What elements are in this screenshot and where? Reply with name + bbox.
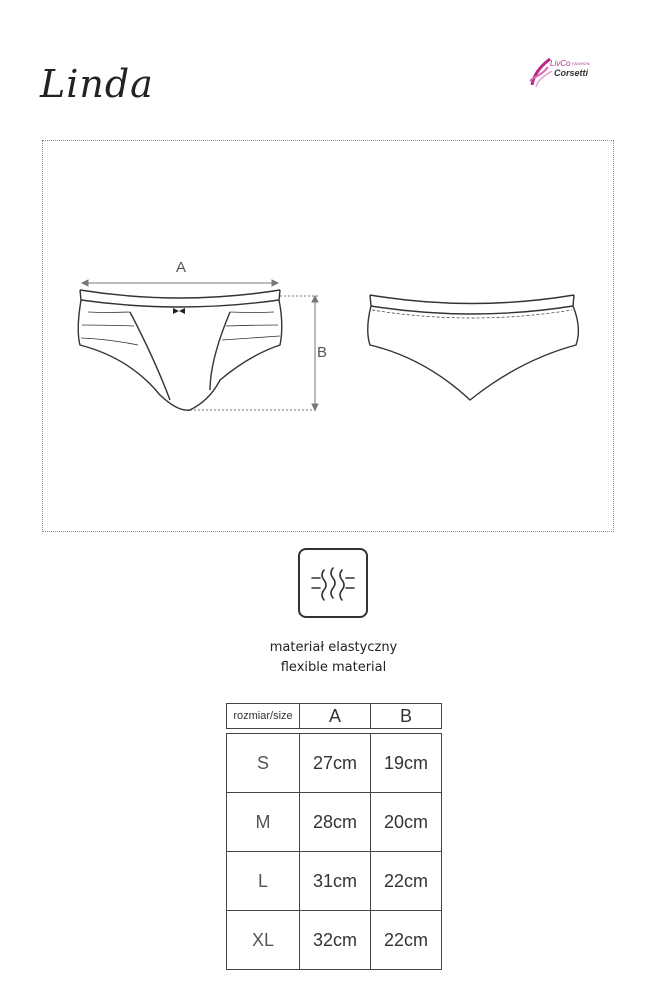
header-size: rozmiar/size bbox=[227, 704, 300, 729]
b-cell: 19cm bbox=[371, 734, 442, 793]
dimension-b-arrow bbox=[190, 296, 318, 410]
b-cell: 22cm bbox=[371, 852, 442, 911]
a-cell: 32cm bbox=[300, 911, 371, 970]
size-table bbox=[226, 703, 442, 970]
header-b: B bbox=[371, 704, 442, 729]
material-line-pl: materiał elastyczny bbox=[269, 640, 398, 655]
back-brief-drawing bbox=[368, 295, 579, 400]
table-header-row bbox=[227, 704, 442, 729]
dimension-a-arrow bbox=[82, 280, 278, 286]
brand-logo bbox=[528, 55, 608, 95]
dimension-b-label: B bbox=[317, 344, 328, 361]
a-cell: 31cm bbox=[300, 852, 371, 911]
table-row bbox=[227, 852, 442, 911]
brand-tag: FASHION bbox=[572, 61, 590, 66]
bow-detail-icon bbox=[173, 308, 185, 314]
product-title: Linda bbox=[40, 62, 154, 106]
dimension-a-label: A bbox=[176, 259, 187, 276]
table-row bbox=[227, 911, 442, 970]
b-cell: 22cm bbox=[371, 911, 442, 970]
table-row bbox=[227, 793, 442, 852]
a-cell: 28cm bbox=[300, 793, 371, 852]
stretch-wave-icon bbox=[298, 548, 368, 618]
front-brief-drawing bbox=[78, 290, 282, 410]
garment-diagram bbox=[60, 250, 600, 430]
header-a: A bbox=[300, 704, 371, 729]
a-cell: 27cm bbox=[300, 734, 371, 793]
material-line-en: flexible material bbox=[280, 660, 387, 675]
size-cell: M bbox=[227, 793, 300, 852]
b-cell: 20cm bbox=[371, 793, 442, 852]
table-row bbox=[227, 734, 442, 793]
brand-name: LivCo bbox=[550, 59, 571, 68]
size-cell: XL bbox=[227, 911, 300, 970]
size-cell: L bbox=[227, 852, 300, 911]
size-cell: S bbox=[227, 734, 300, 793]
brand-sub: Corsetti bbox=[554, 68, 589, 78]
